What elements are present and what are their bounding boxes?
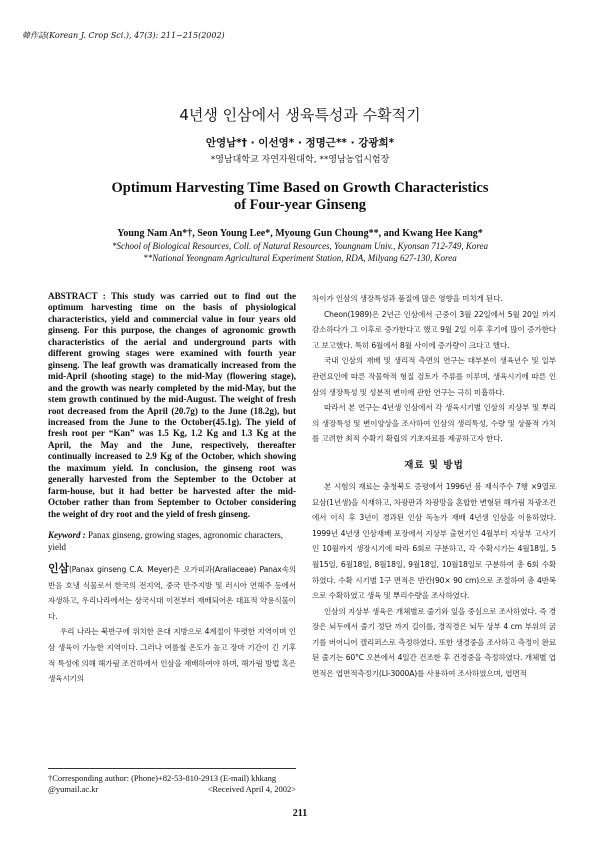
footnote-received-date: <Received April 4, 2002> <box>207 784 296 794</box>
keyword-label: Keyword : <box>48 530 86 541</box>
abstract-label: ABSTRACT : <box>48 291 106 301</box>
right-paragraph-3: 따라서 본 연구는 4년생 인삼에서 각 생육시기별 인삼의 지상부 및 뿌리의 생장특성 및 변이양상을 조사하여 인삼의 생리특성, 수량 및 상품적 가치를 고려한 최적 수확기 확립의 기초자료를 제공하고자 한다. <box>312 403 556 444</box>
affiliation-english-2: **National Yeongnam Agricultural Experiment Station, RDA, Milyang 627-130, Korea <box>143 253 457 263</box>
intro-paragraph-1 <box>48 561 296 624</box>
right-paragraph-0: 차이가 인삼의 생장특성과 품질에 많은 영향을 미치게 된다. <box>312 294 503 303</box>
affiliations-korean: *영남대학교 자연자원대학, **영남농업시험장 <box>210 155 390 165</box>
left-column <box>48 291 296 687</box>
journal-citation: 韓作誌(Korean J. Crop Sci.), 47(3): 211~215(2002) <box>22 31 225 40</box>
affiliations-english <box>40 240 560 264</box>
abstract-text: This study was carried out to find out the optimum harvesting time on the basis of physiological characteristics, yield and commercial value in four years old ginseng. For this purpose, the changes of agronomic growth characteristics of the aerial and underground parts with different growing stages were examined with fourth year ginseng. The leaf growth was dramatically increased from the mid-April (shooting stage) to the mid-May (flowering stage), and the growth was nearly completed by the mid-May, but the stem growth continued by the mid-August. The weight of fresh root decreased from the April (20.7g) to the June (18.2g), but increased from the June to the October(45.1g). The yield of fresh root per “Kan” was 1.5 Kg, 1.2 Kg and 1.3 Kg at the April, the May and the June, respectively, thereafter continually increased to 2.9 Kg of the October, which showing the maximum yield. In conclusion, the ginseng root was generally harvested from the September to the October at farm-house, but it had better be harvested after the mid-October rather than from September to October considering the weight of dry root and the yield of fresh ginseng. <box>48 291 296 519</box>
footnote-email: @yumail.ac.kr <box>48 784 99 794</box>
title-korean: 4년생 인삼에서 생육특성과 수확적기 <box>179 106 421 124</box>
authors-english: Young Nam An*†, Seon Young Lee*, Myoung Gun Choung**, and Kwang Hee Kang* <box>117 228 483 239</box>
corresponding-author-footnote <box>48 768 296 795</box>
methods-paragraph-1: 본 시험의 재료는 충청북도 증평에서 1996년 봄 재식주수 7행 ×9열로 묘삼(1년생)을 식재하고, 차광판과 차광망을 혼합한 변형된 해가림 차광조건에서 이식 후 3년이 경과된 인삼 독농가 재배 4년생 인삼을 이용하였다. 1999년 4년생 인삼재배 포장에서 지상부 출현기인 4월부터 지상부 고사기인 10월까지 생장시기에 따라 6회로 구분하고, 각 수확시기는 4월18일, 5월15일, 6월18일, 8월18일, 9월18일, 10월18일로 구분하여 총 6회 수확하였다. 수확 시기별 1구 면적은 반칸(90× 90 cm)으로 조절하여 총 4반복으로 수확하였고 생육 및 뿌리수량을 조사하였다. <box>312 481 556 601</box>
keywords <box>48 530 296 553</box>
intro-paragraph-2: 우리 나라는 북반구에 위치한 온대 지방으로 4계절이 뚜렷한 지역이며 인삼 생육이 가능한 지역이다. 그러나 여름철 온도가 높고 장마 기간이 긴 기후적 특성에 의해 해가림 조건하에서 인삼을 재배하여야 하며, 해가림 방법 혹은 생육시기의 <box>48 627 296 684</box>
footnote-line-1: †Corresponding author: (Phone)+82-53-810-2913 (E-mail) khkang <box>48 773 277 783</box>
methods-paragraph-2: 인삼의 지상부 생육은 개체별로 줄기와 잎을 중심으로 조사하였다. 즉 경장은 뇌두에서 줄기 정단 까지 길이를, 경직경은 뇌두 상부 4 cm 부위의 굵기를 버어니어 캘리퍼스로 측정하였다. 또한 생경중을 조사하고 측정이 완료된 줄기는 60°C 오븐에서 4일간 건조한 후 건경중을 측정하였다. 개체별 엽면적은 엽면적측정기(LI-3000A)를 사용하여 조사하였으며, 엽면적 <box>312 606 556 679</box>
section-heading-methods: 재료 및 방법 <box>404 459 464 471</box>
abstract <box>48 291 296 520</box>
right-paragraph-2: 국내 인삼의 재배 및 생리적 측면의 연구는 대부분이 생육년수 및 일부 관련요인에 따른 작물학적 형질 검토가 주류를 이루며, 생육시기에 따른 인삼의 생장특성 및 성분적 변이에 관한 연구는 극히 미흡하다. <box>312 356 556 397</box>
affiliation-english-1: *School of Biological Resources, Coll. of Natural Resources, Youngnam Univ., Kyonsan 712-749, Korea <box>112 241 488 251</box>
footnote-line-2 <box>48 784 296 795</box>
page-number: 211 <box>292 808 308 819</box>
intro-lead-word: 인삼 <box>48 562 69 576</box>
authors-korean: 안영남*† · 이선영* · 정명근** · 강광희* <box>205 137 395 149</box>
right-paragraph-1: Cheon(1989)은 2년근 인삼에서 근중이 3월 22일에서 5월 20일 까지 감소하다가 그 이후로 증가한다고 했고 9월 2일 이후 후기에 많이 증가한다고 보고했다. 특히 6월에서 8월 사이에 증가량이 크다고 했다. <box>312 309 556 350</box>
title-english-line-2: of Four-year Ginseng <box>233 197 367 213</box>
keyword-text: Panax ginseng, growing stages, agronomic characters, yield <box>48 530 283 552</box>
right-column <box>312 291 556 682</box>
intro-paragraph-1-text: (Panax ginseng C.A. Meyer)은 오가피과(Araliaceae) Panax속의 반음 호냉 식물로서 한국의 전지역, 중국 만주지방 및 러시아 연해주 등에서 자생하고, 우리나라에서는 삼국시대 이전부터 재배되어온 대표적 약용식물이다. <box>48 565 296 621</box>
title-english-line-1: Optimum Harvesting Time Based on Growth Characteristics <box>111 180 489 196</box>
title-english <box>60 180 540 214</box>
